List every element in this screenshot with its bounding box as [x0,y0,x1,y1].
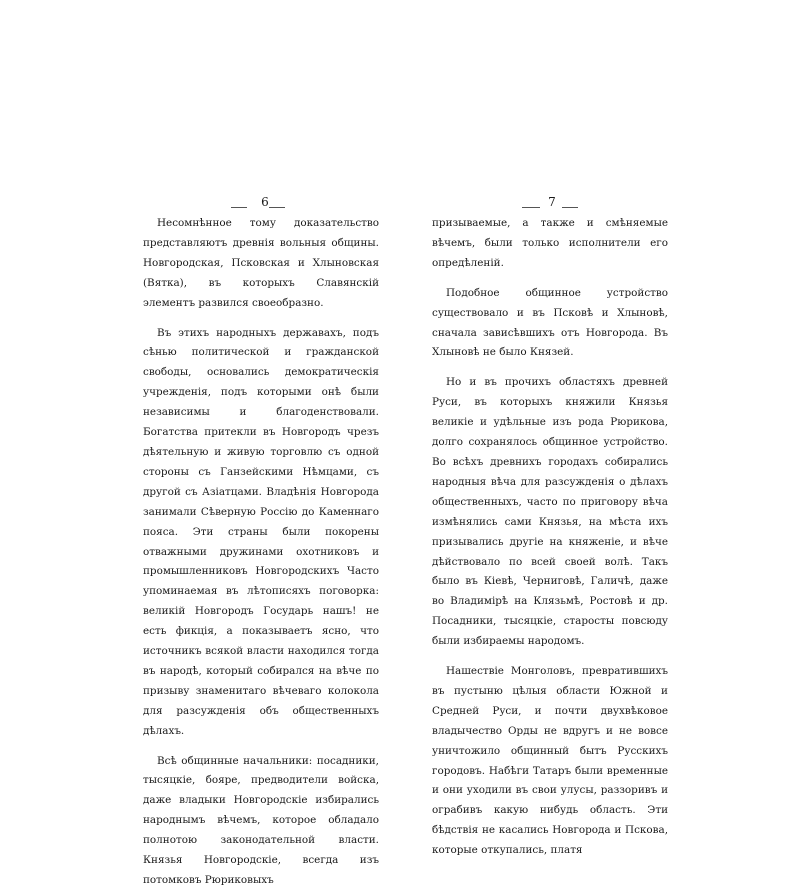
paragraph: призываемые, а также и смѣняемые вѣчемъ, были только исполнители его опредѣленій. [432,217,668,269]
right-page [432,192,668,861]
paragraph: Но и въ прочихъ областяхъ древней Руси, въ которыхъ княжили Князья великіе и удѣльные изъ рода Рюрикова, долго сохранялось общинное устройство. Во всѣхъ древнихъ городахъ собирались народныя вѣча для разсужденія о дѣлахъ общественныхъ, часто по приговору вѣча измѣнялись сами Князья, на мѣста ихъ призывались другіе на княженіе, и вѣче дѣйствовало по всей своей волѣ. Такъ было въ Кіевѣ, Черниговѣ, Галичѣ, даже во Владимірѣ на Клязьмѣ, Ростовѣ и др. Посадники, тысяцкіе, старосты повсюду были избираемы народомъ. [432,376,668,648]
page-number: 7 [548,195,556,209]
header-rule [231,207,247,208]
paragraph: Нашествіе Монголовъ, превратившихъ въ пустыню цѣлыя области Южной и Средней Руси, и почти двухвѣковое владычество Орды не вдругъ и не вовсе уничтожило общинный бытъ Русскихъ городовъ. Набѣги Татаръ были временные и они уходили въ свои улусы, раззоривъ и ограбивъ какую нибудь область. Эти бѣдствія не касались Новгорода и Пскова, которые откупались, платя [432,665,668,857]
paragraph: Въ этихъ народныхъ державахъ, подъ сѣнью политической и гражданской свободы, основались демократическія учрежденія, подъ которыми онѣ были независимы и благоденствовали. Богатства притекли въ Новгородъ чрезъ дѣятельную и живую торговлю съ одной стороны съ Ганзейскими Нѣмцами, съ другой съ Азіатцами. Владѣнія Новгорода занимали Сѣверную Россію до Каменнаго пояса. Эти страны были покорены отважными дружинами охотниковъ и промышленниковъ Новгородскихъ Часто упоминаемая въ лѣтописяхъ поговорка: великій Новгородъ Государь нашъ! не есть фикція, а показываетъ ясно, что источникъ всякой власти находился тогда въ народѣ, который собирался на вѣче по призыву знаменитаго вѣчеваго колокола для разсужденія объ общественныхъ дѣлахъ. [143,326,379,737]
paragraph: Несомнѣнное тому доказательство представляютъ древнія вольныя общины. Новгородская, Псковская и Хлыновская (Вятка), въ которыхъ Славянскій элементъ развился своеобразно. [143,217,379,309]
left-page [143,192,379,891]
paragraph: Подобное общинное устройство существовало и въ Псковѣ и Хлыновѣ, сначала зависѣвшихъ отъ Новгорода. Въ Хлыновѣ не было Князей. [432,286,668,359]
page-body [432,214,668,861]
header-rule [562,207,578,208]
paragraph: Всѣ общинные начальники: посадники, тысяцкіе, бояре, предводители войска, даже владыки Новгородскіе избирались народнымъ вѣчемъ, которое обладало полнотою законодательной власти. Князья Новгородскіе, всегда изъ потомковъ Рюриковыхъ [143,754,379,886]
header-rule [269,207,285,208]
header-rule [522,207,540,208]
page-body [143,214,379,891]
page-header [432,192,668,212]
page-number: 6 [261,195,269,209]
page-header [143,192,379,212]
